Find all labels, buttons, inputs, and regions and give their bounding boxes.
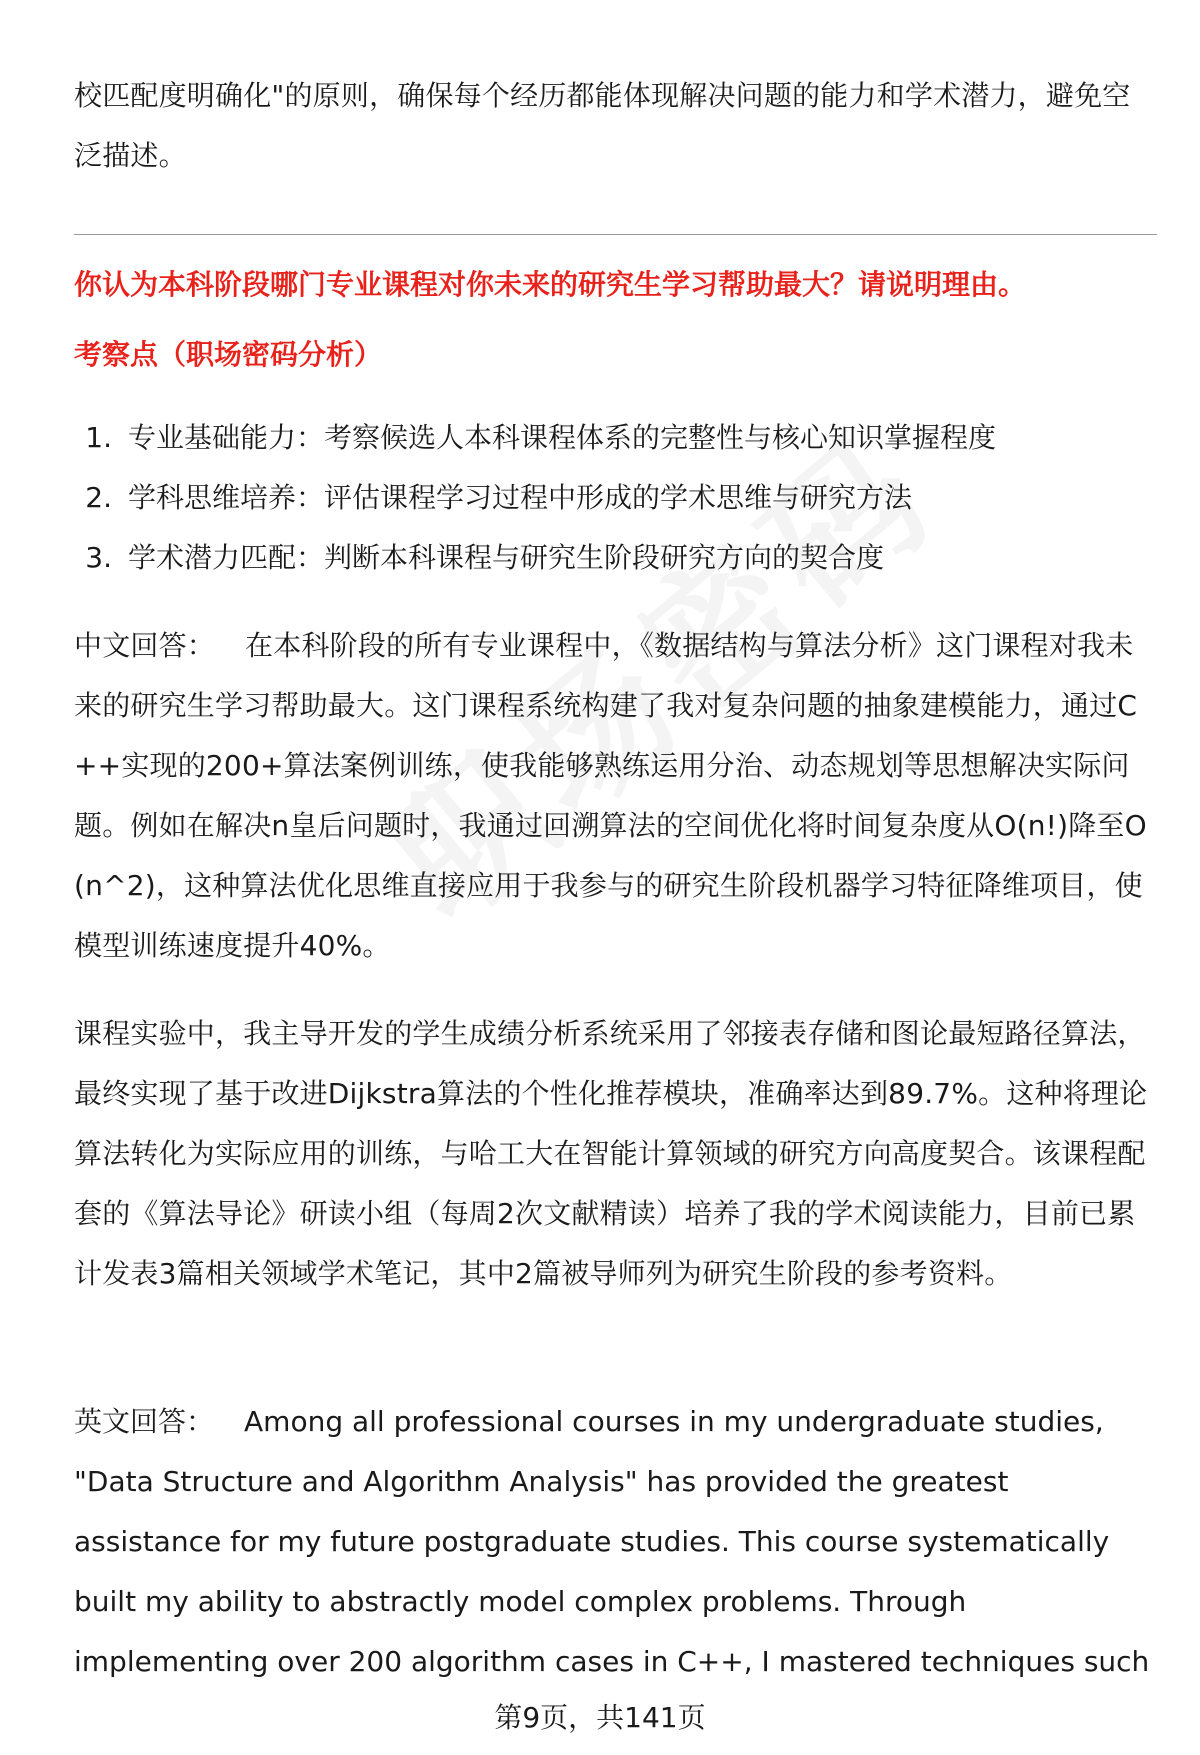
list-item [74, 528, 1157, 588]
list-item-number: 1. [85, 421, 112, 454]
chinese-answer-paragraph-2: 课程实验中，我主导开发的学生成绩分析系统采用了邻接表存储和图论最短路径算法，最终实现了基于改进Dijkstra算法的个性化推荐模块，准确率达到89.7%。这种将理论算法转化为实际应用的训练，与哈工大在智能计算领域的研究方向高度契合。该课程配套的《算法导论》研读小组（每周2次文献精读）培养了我的学术阅读能力，目前已累计发表3篇相关领域学术笔记，其中2篇被导师列为研究生阶段的参考资料。 [74, 1017, 1148, 1290]
list-item-text: 专业基础能力：考察候选人本科课程体系的完整性与核心知识掌握程度 [128, 421, 997, 454]
english-answer-label: 英文回答： [74, 1405, 215, 1438]
english-answer-text: Among all professional courses in my undergraduate studies, "Data Structure and Algorithm Analysis" has provided the greatest assistance for my future postgraduate studies. This course systematically built my ability to abstractly model complex problems. Through implementing over 200 algorithm cases in C++, I mastered techniques such [74, 1405, 1150, 1678]
intro-paragraph: 校匹配度明确化"的原则，确保每个经历都能体现解决问题的能力和学术潜力，避免空泛描述。 [74, 79, 1131, 172]
points-list [74, 408, 1157, 588]
chinese-answer-label: 中文回答： [74, 629, 216, 662]
chinese-answer-paragraph [74, 616, 1157, 976]
english-answer-paragraph [74, 1392, 1157, 1692]
document-page [74, 0, 1157, 1755]
list-item-number: 2. [85, 481, 112, 514]
points-title: 考察点（职场密码分析） [74, 338, 383, 371]
section-divider [74, 234, 1157, 235]
list-item [74, 408, 1157, 468]
question-heading: 你认为本科阶段哪门专业课程对你未来的研究生学习帮助最大？请说明理由。 [74, 268, 1027, 301]
chinese-answer-text: 在本科阶段的所有专业课程中，《数据结构与算法分析》这门课程对我未来的研究生学习帮助最大。这门课程系统构建了我对复杂问题的抽象建模能力，通过C++实现的200+算法案例训练，使我能够熟练运用分治、动态规划等思想解决实际问题。例如在解决n皇后问题时，我通过回溯算法的空间优化将时间复杂度从O(n!)降至O(n^2)，这种算法优化思维直接应用于我参与的研究生阶段机器学习特征降维项目，使模型训练速度提升40%。 [74, 629, 1147, 962]
page-footer: 第9页，共141页 [494, 1701, 706, 1734]
list-item [74, 468, 1157, 528]
list-item-text: 学术潜力匹配：判断本科课程与研究生阶段研究方向的契合度 [128, 541, 885, 574]
list-item-number: 3. [85, 541, 112, 574]
list-item-text: 学科思维培养：评估课程学习过程中形成的学术思维与研究方法 [128, 481, 913, 514]
